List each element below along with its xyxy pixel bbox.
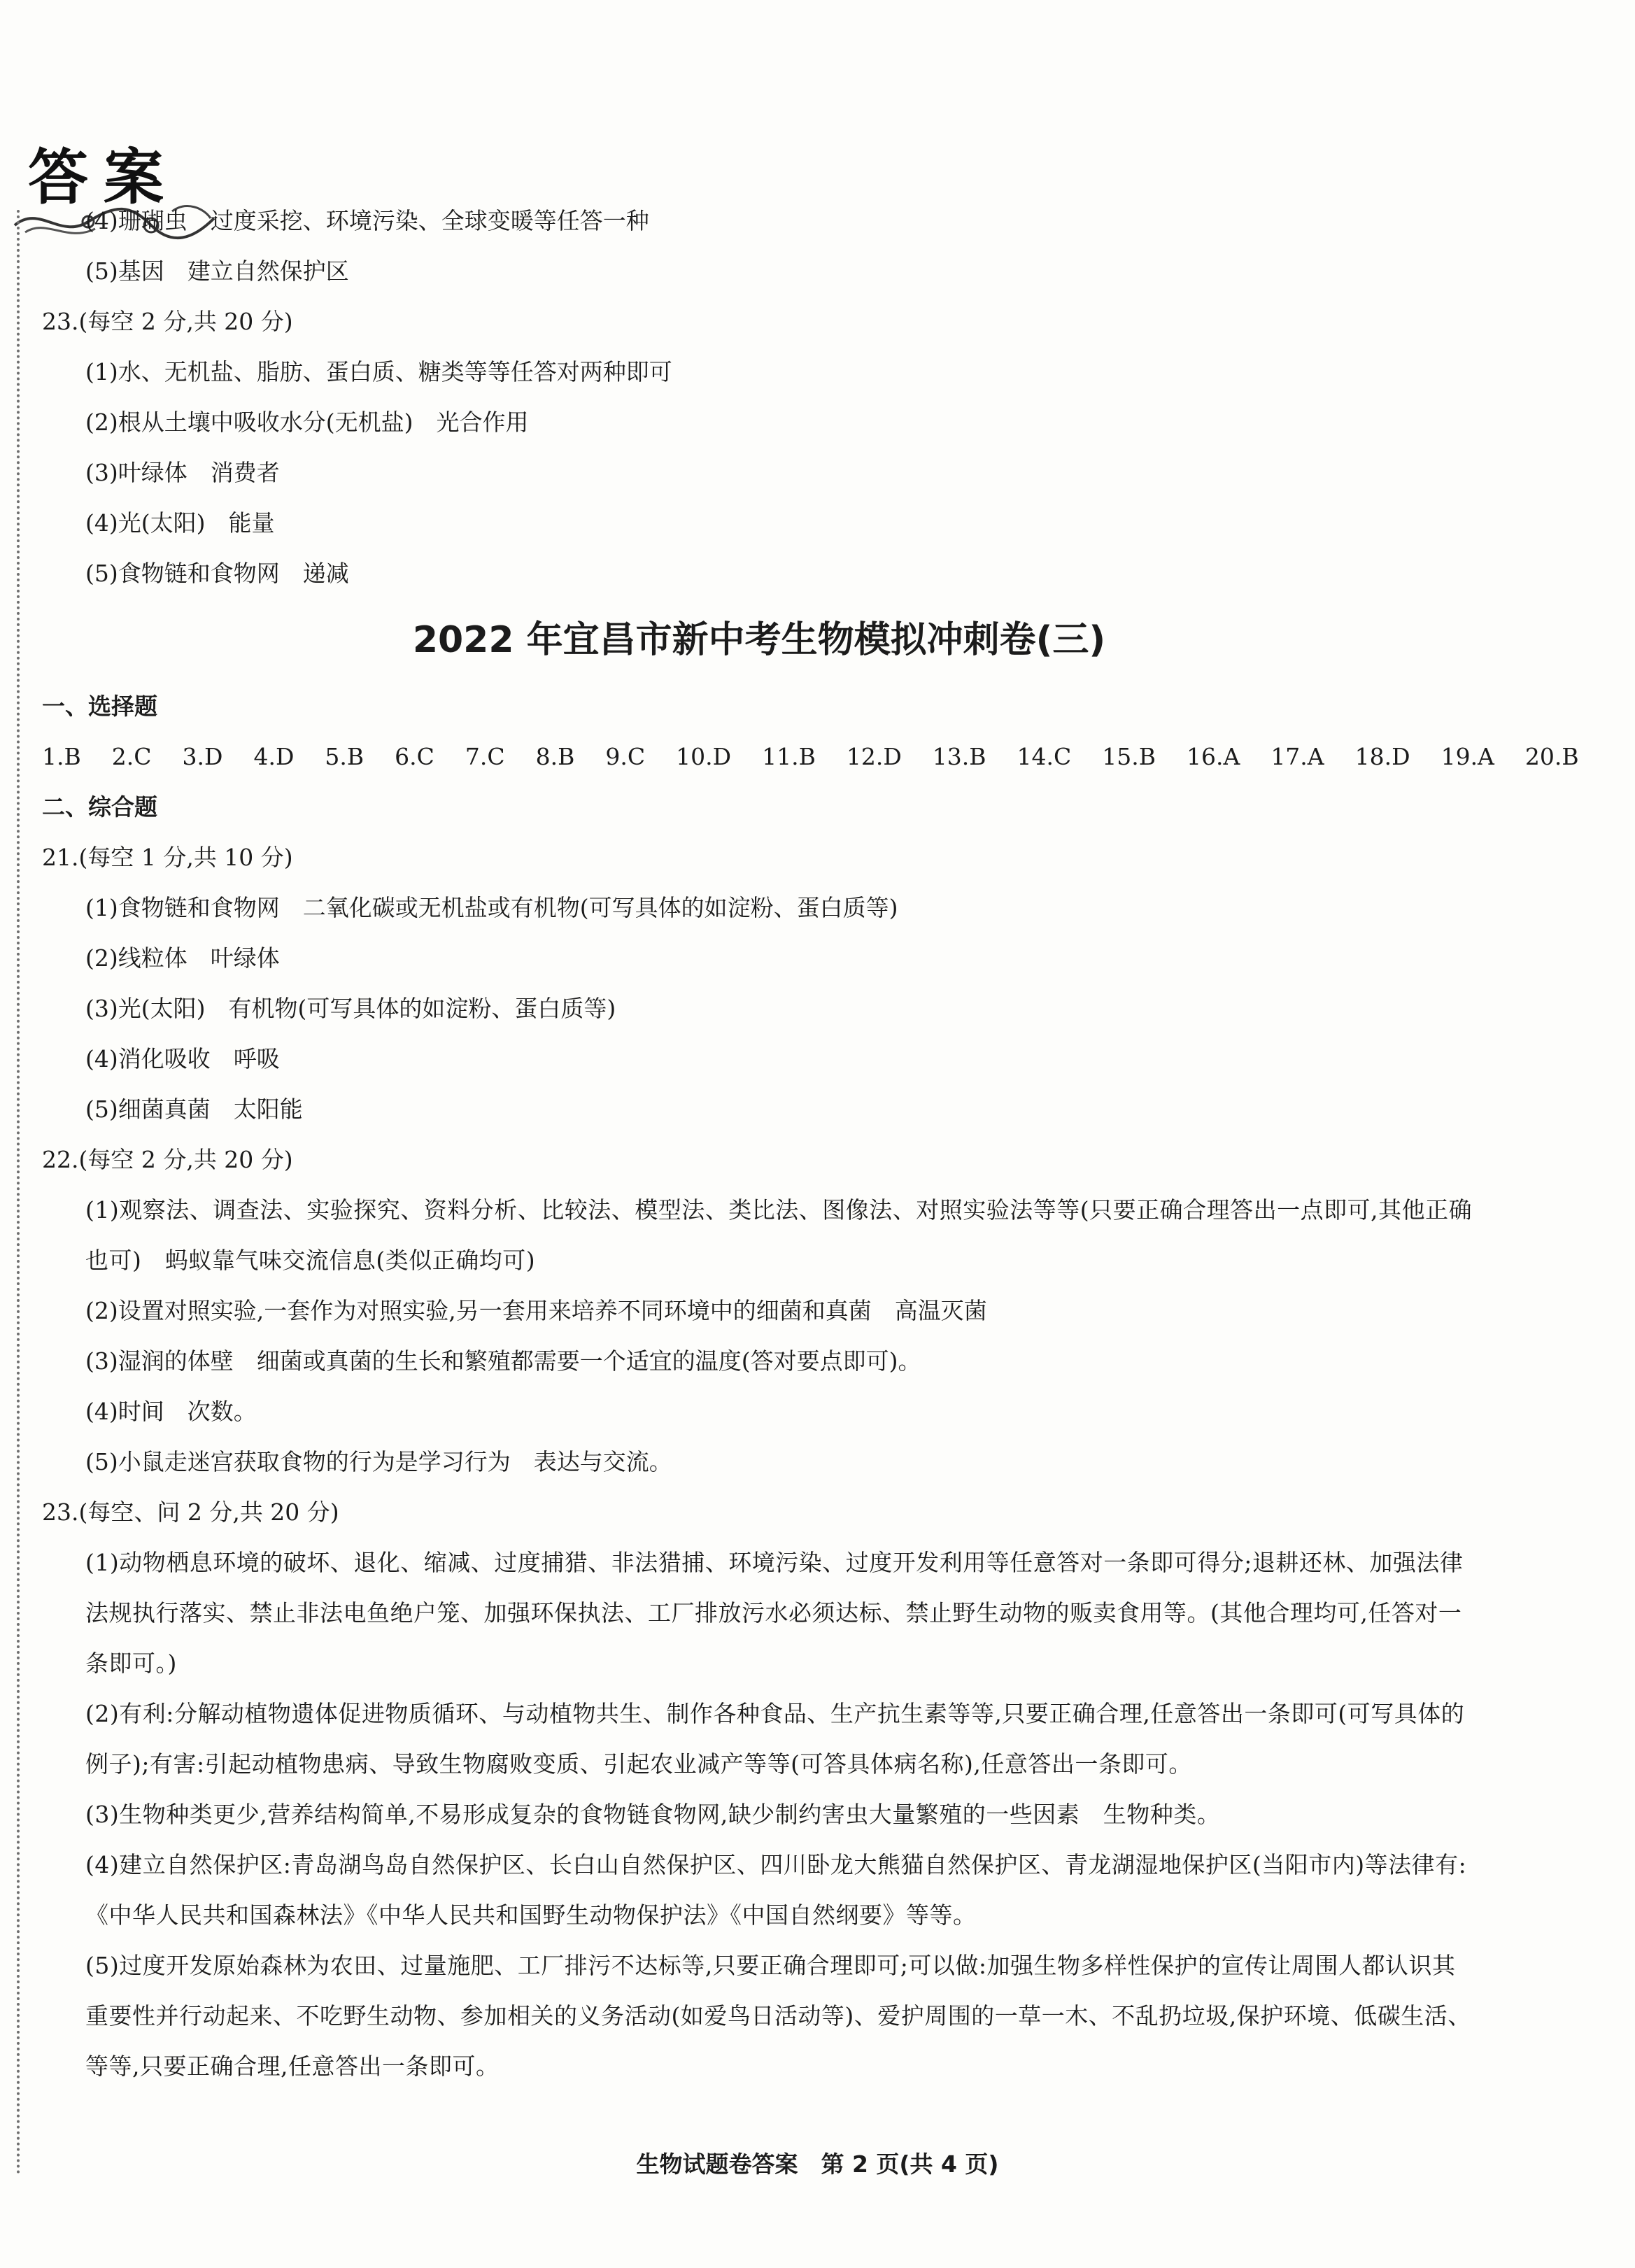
choice-answer: 9.C xyxy=(605,743,646,770)
answer-paragraph: (4)建立自然保护区:青岛湖鸟岛自然保护区、长白山自然保护区、四川卧龙大熊猫自然保护区、青龙湖湿地保护区(当阳市内)等法律有:《中华人民共和国森林法》《中华人民共和国野生动物保护法》《中国自然纲要》等等。 xyxy=(85,1851,1467,1929)
answer-line: (4)消化吸收 呼吸 xyxy=(85,1045,280,1072)
answer-line: (2)根从土壤中吸收水分(无机盐) 光合作用 xyxy=(85,409,529,436)
page-footer: 生物试题卷答案 第 2 页(共 4 页) xyxy=(636,2150,999,2178)
answer-line: (5)食物链和食物网 递减 xyxy=(85,560,349,587)
answer-paragraph: (1)动物栖息环境的破坏、退化、缩减、过度捕猎、非法猎捕、环境污染、过度开发利用等任意答对一条即可得分;退耕还林、加强法律法规执行落实、禁止非法电鱼绝户笼、加强环保执法、工厂排放污水必须达标、禁止野生动物的贩卖食用等。(其他合理均可,任答对一条即可。) xyxy=(85,1549,1464,1677)
answer-paragraph: (1)观察法、调查法、实验探究、资料分析、比较法、模型法、类比法、图像法、对照实验法等等(只要正确合理答出一点即可,其他正确也可) 蚂蚁靠气味交流信息(类似正确均可) xyxy=(85,1196,1473,1274)
choice-answer: 1.B xyxy=(42,743,81,770)
answer-paragraph: (2)有利:分解动植物遗体促进物质循环、与动植物共生、制作各种食品、生产抗生素等等,只要正确合理,任意答出一条即可(可写具体的例子);有害:引起动植物患病、导致生物腐败变质、引起农业减产等等(可答具体病名称),任意答出一条即可。 xyxy=(85,1700,1465,1778)
answer-content xyxy=(42,196,1579,2092)
answer-line: (4)光(太阳) 能量 xyxy=(85,509,275,537)
choice-answers xyxy=(42,732,1579,782)
choice-answer: 13.B xyxy=(932,743,986,770)
section-heading: 一、选择题 xyxy=(42,693,157,720)
choice-answer: 17.A xyxy=(1271,743,1324,770)
answer-line: (4)珊瑚虫 过度采挖、环境污染、全球变暖等任答一种 xyxy=(85,207,649,234)
exam-title: 2022 年宜昌市新中考生物模拟冲刺卷(三) xyxy=(412,619,1106,661)
choice-answer: 6.C xyxy=(395,743,434,770)
answer-line: (1)食物链和食物网 二氧化碳或无机盐或有机物(可写具体的如淀粉、蛋白质等) xyxy=(85,894,898,921)
choice-answer: 11.B xyxy=(762,743,816,770)
choice-answer: 2.C xyxy=(111,743,152,770)
answer-line: (5)基因 建立自然保护区 xyxy=(85,257,349,285)
choice-answer: 7.C xyxy=(465,743,505,770)
answer-line: (1)水、无机盐、脂肪、蛋白质、糖类等等任答对两种即可 xyxy=(85,358,672,385)
choice-answer: 20.B xyxy=(1524,743,1579,770)
choice-answer: 5.B xyxy=(325,743,364,770)
choice-answer: 3.D xyxy=(182,743,223,770)
header-logo-text: 答案 xyxy=(28,143,179,213)
answer-line: (5)细菌真菌 太阳能 xyxy=(85,1096,303,1123)
choice-answer: 18.D xyxy=(1354,743,1410,770)
answer-paragraph: (3)生物种类更少,营养结构简单,不易形成复杂的食物链食物网,缺少制约害虫大量繁殖的一些因素 生物种类。 xyxy=(85,1801,1221,1828)
choice-answer: 8.B xyxy=(535,743,575,770)
answer-line: (4)时间 次数。 xyxy=(85,1398,257,1425)
answer-line: (2)线粒体 叶绿体 xyxy=(85,944,280,972)
choice-answer: 4.D xyxy=(253,743,295,770)
answer-line: (3)湿润的体壁 细菌或真菌的生长和繁殖都需要一个适宜的温度(答对要点即可)。 xyxy=(85,1347,921,1375)
answer-line: (2)设置对照实验,一套作为对照实验,另一套用来培养不同环境中的细菌和真菌 高温灭菌 xyxy=(85,1297,987,1324)
choice-answer: 10.D xyxy=(676,743,732,770)
header-logo xyxy=(11,64,221,213)
choice-answer: 15.B xyxy=(1102,743,1156,770)
answer-line: (3)叶绿体 消费者 xyxy=(85,459,280,486)
question-head: 23.(每空 2 分,共 20 分) xyxy=(42,308,293,335)
choice-answer: 12.D xyxy=(846,743,902,770)
choice-answer: 19.A xyxy=(1441,743,1494,770)
question-head: 22.(每空 2 分,共 20 分) xyxy=(42,1146,293,1173)
question-head: 23.(每空、问 2 分,共 20 分) xyxy=(42,1498,339,1526)
choice-answer: 16.A xyxy=(1187,743,1240,770)
question-head: 21.(每空 1 分,共 10 分) xyxy=(42,844,293,871)
section-heading: 二、综合题 xyxy=(42,793,157,821)
answer-line: (5)小鼠走迷宫获取食物的行为是学习行为 表达与交流。 xyxy=(85,1448,672,1475)
binding-dotted-line xyxy=(17,210,20,2176)
answer-line: (3)光(太阳) 有机物(可写具体的如淀粉、蛋白质等) xyxy=(85,995,616,1022)
choice-answer: 14.C xyxy=(1017,743,1072,770)
answer-paragraph: (5)过度开发原始森林为农田、过量施肥、工厂排污不达标等,只要正确合理即可;可以做:加强生物多样性保护的宣传让周围人都认识其重要性并行动起来、不吃野生动物、参加相关的义务活动(如爱鸟日活动等)、爱护周围的一草一木、不乱扔垃圾,保护环境、低碳生活、等等,只要正确合理,任意答出一条即可。 xyxy=(85,1952,1471,2080)
